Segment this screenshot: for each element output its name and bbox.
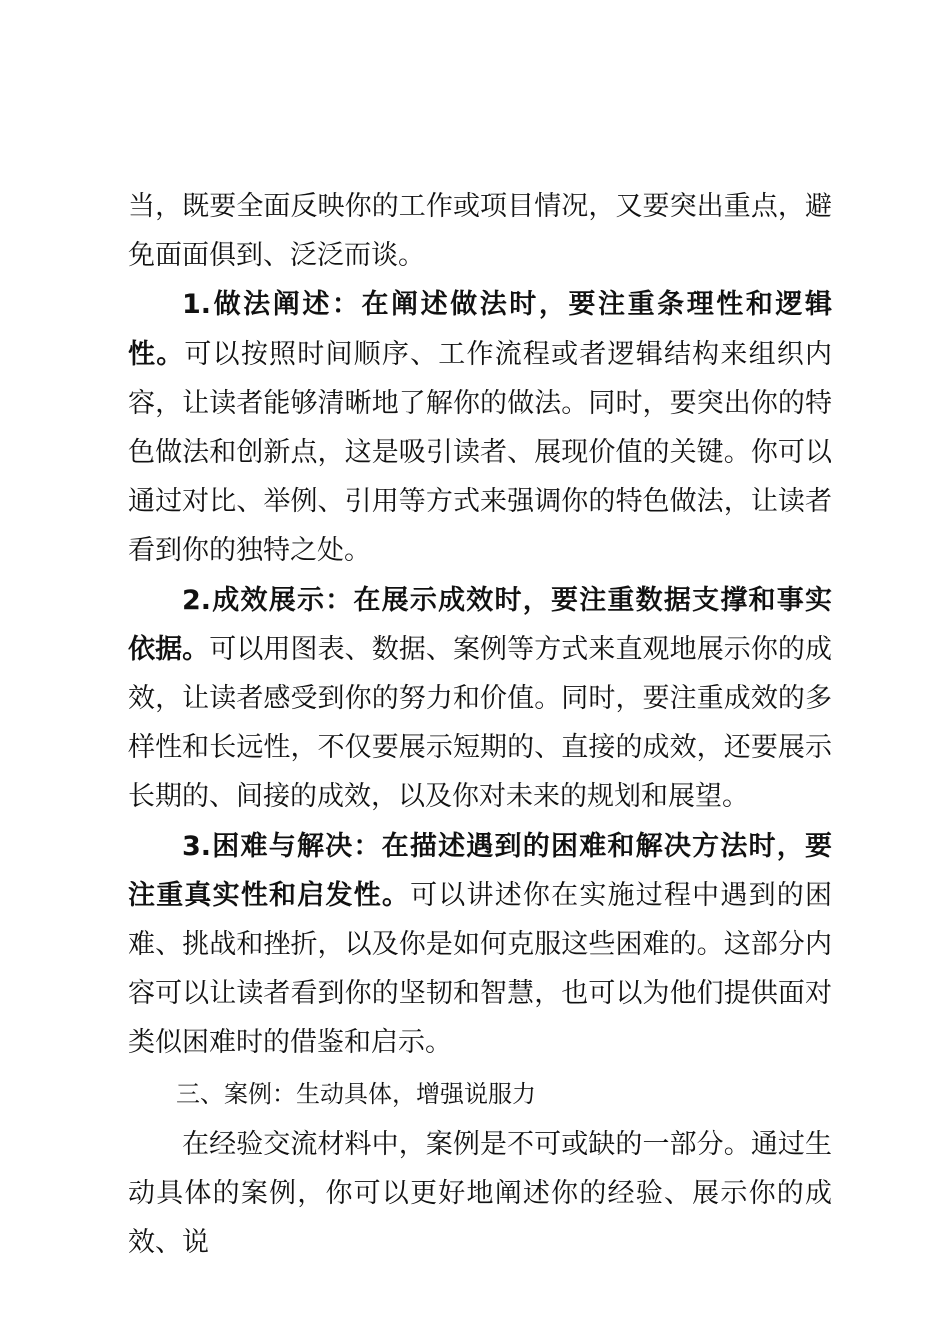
paragraph-text: 当，既要全面反映你的工作或项目情况，又要突出重点，避免面面俱到、泛泛而谈。 [128, 191, 832, 272]
paragraph-difficulties [128, 822, 832, 1068]
paragraph-lead-difficulties: 3.困难与解决：在描述遇到的困难和解决方法时，要注重真实性和启发性。 [128, 830, 832, 911]
paragraph-text: 在经验交流材料中，案例是不可或缺的一部分。通过生动具体的案例，你可以更好地阐述你的经验、展示你的成效、说 [128, 1128, 832, 1259]
paragraph-text: 可以用图表、数据、案例等方式来直观地展示你的成效，让读者感受到你的努力和价值。同时，要注重成效的多样性和长远性，不仅要展示短期的、直接的成效，还要展示长期的、间接的成效，以及你对未来的规划和展望。 [128, 633, 833, 813]
paragraph-cases [128, 1120, 832, 1268]
paragraph-method [128, 280, 832, 575]
paragraph-results [128, 576, 832, 822]
paragraph-lead-results: 2.成效展示：在展示成效时，要注重数据支撑和事实依据。 [128, 584, 832, 665]
document-body [128, 182, 832, 1267]
section-heading: 三、案例：生动具体，增强说服力 [176, 1079, 536, 1108]
paragraph-text: 可以讲述你在实施过程中遇到的困难、挑战和挫折，以及你是如何克服这些困难的。这部分内容可以让读者看到你的坚韧和智慧，也可以为他们提供面对类似困难时的借鉴和启示。 [128, 879, 833, 1059]
paragraph-lead-method: 1.做法阐述：在阐述做法时，要注重条理性和逻辑性。 [128, 289, 832, 370]
paragraph-text: 可以按照时间顺序、工作流程或者逻辑结构来组织内容，让读者能够清晰地了解你的做法。同时，要突出你的特色做法和创新点，这是吸引读者、展现价值的关键。你可以通过对比、举例、引用等方式来强调你的特色做法，让读者看到你的独特之处。 [128, 338, 833, 567]
paragraph-continuation [128, 182, 832, 280]
